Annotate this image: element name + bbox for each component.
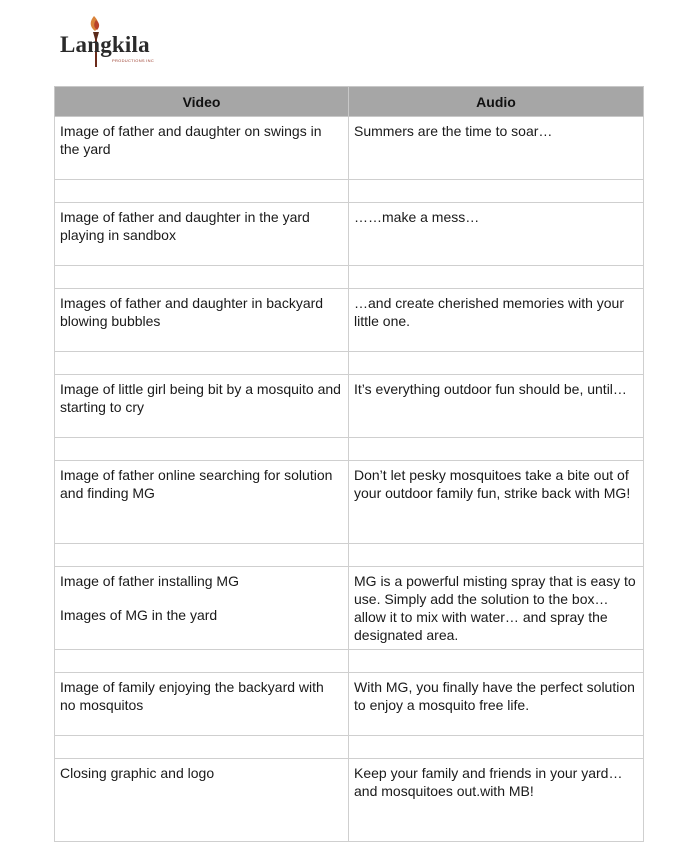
table-row [55, 289, 644, 352]
audio-text: …and create cherished memories with your little one. [354, 295, 625, 329]
logo-wordmark: Langkila [60, 32, 150, 57]
audio-text: Don’t let pesky mosquitoes take a bite out of your outdoor family fun, strike back with MG! [354, 467, 631, 501]
table-header-row [55, 87, 644, 117]
spacer-row [55, 180, 644, 203]
audio-text: MG is a powerful misting spray that is easy to use. Simply add the solution to the box… allow it to mix with water… and spray the designated area. [354, 573, 636, 643]
spacer-row [55, 438, 644, 461]
empty-cell [349, 544, 644, 567]
company-logo [56, 14, 176, 70]
empty-cell [349, 438, 644, 461]
audio-cell [349, 461, 644, 544]
video-cell [55, 289, 349, 352]
empty-cell [55, 438, 349, 461]
video-text: Images of father and daughter in backyard blowing bubbles [60, 295, 324, 329]
spacer-row [55, 736, 644, 759]
audio-cell [349, 117, 644, 180]
video-text: Image of family enjoying the backyard with no mosquitos [60, 679, 324, 713]
table-row [55, 673, 644, 736]
table-row [55, 461, 644, 544]
script-table [54, 86, 644, 842]
video-cell [55, 461, 349, 544]
audio-cell [349, 375, 644, 438]
empty-cell [349, 650, 644, 673]
video-text: Image of father and daughter on swings in the yard [60, 123, 322, 157]
video-text: Image of father installing MG [60, 573, 239, 589]
empty-cell [55, 544, 349, 567]
empty-cell [55, 352, 349, 375]
table-row [55, 759, 644, 842]
empty-cell [55, 180, 349, 203]
video-cell [55, 759, 349, 842]
video-text: Image of father online searching for solution and finding MG [60, 467, 333, 501]
table-row [55, 203, 644, 266]
video-cell [55, 117, 349, 180]
audio-text: Summers are the time to soar… [354, 123, 553, 139]
video-text: Closing graphic and logo [60, 765, 215, 781]
audio-text: It’s everything outdoor fun should be, until… [354, 381, 627, 397]
table-row [55, 375, 644, 438]
audio-text: With MG, you finally have the perfect solution to enjoy a mosquito free life. [354, 679, 635, 713]
audio-text: ……make a mess… [354, 209, 480, 225]
video-text: Images of MG in the yard [60, 607, 218, 623]
audio-cell [349, 289, 644, 352]
table-row [55, 567, 644, 650]
empty-cell [55, 266, 349, 289]
spacer-row [55, 352, 644, 375]
video-text: Image of little girl being bit by a mosquito and starting to cry [60, 381, 341, 415]
video-cell [55, 203, 349, 266]
audio-cell [349, 203, 644, 266]
video-column-header: Video [55, 87, 349, 117]
audio-cell [349, 759, 644, 842]
line-gap [60, 590, 343, 606]
audio-column-header: Audio [349, 87, 644, 117]
audio-cell [349, 567, 644, 650]
video-cell [55, 567, 349, 650]
spacer-row [55, 266, 644, 289]
empty-cell [55, 736, 349, 759]
audio-text: Keep your family and friends in your yard… and mosquitoes out.with MB! [354, 765, 623, 799]
empty-cell [55, 650, 349, 673]
empty-cell [349, 736, 644, 759]
empty-cell [349, 266, 644, 289]
table-row [55, 117, 644, 180]
spacer-row [55, 544, 644, 567]
video-text: Image of father and daughter in the yard playing in sandbox [60, 209, 310, 243]
audio-cell [349, 673, 644, 736]
video-cell [55, 673, 349, 736]
empty-cell [349, 180, 644, 203]
logo-subtitle: PRODUCTIONS INC [112, 58, 155, 63]
video-cell [55, 375, 349, 438]
empty-cell [349, 352, 644, 375]
spacer-row [55, 650, 644, 673]
